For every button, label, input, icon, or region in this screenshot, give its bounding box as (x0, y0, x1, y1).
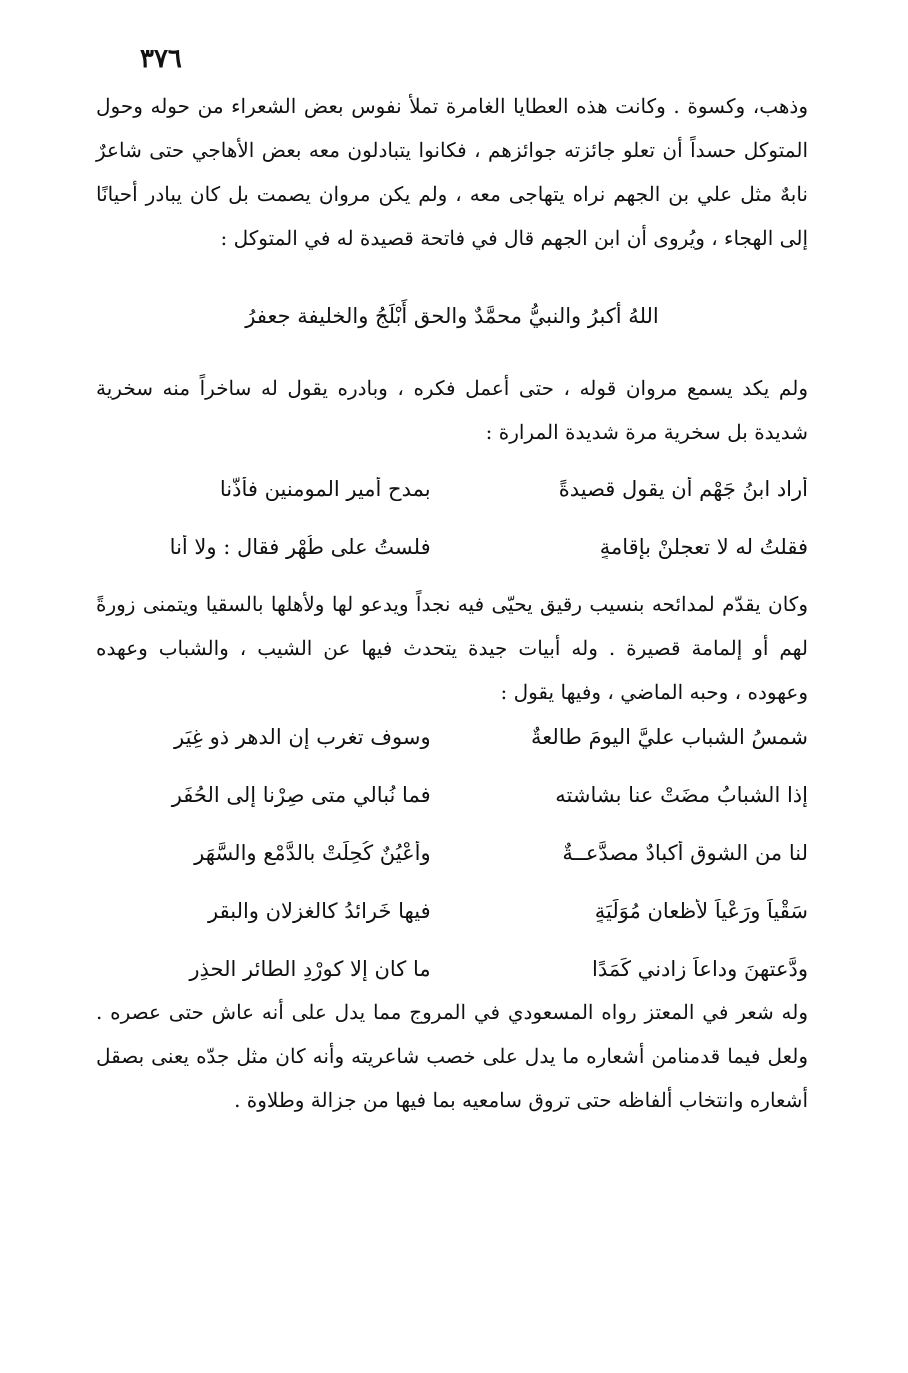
verse-line (96, 766, 808, 824)
page-number: ٣٧٦ (140, 44, 182, 74)
paragraph-closing: وله شعر في المعتز رواه المسعودي في المروج مما يدل على أنه عاش حتى عصره . ولعل فيما قدمنامن أشعاره ما يدل على خصب شاعريته وأنه كان مثل جدّه يعنى بصقل أشعاره وانتخاب ألفاظه حتى تروق سامعيه بما فيها من جزالة وطلاوة . (96, 1000, 808, 1112)
hemistich-first: إذا الشبابُ مضَتْ عنا بشاشته (555, 783, 808, 807)
hemistich-second: بمدح أمير المومنين فأذَّنا (219, 477, 431, 501)
paragraph-response: ولم يكد يسمع مروان قوله ، حتى أعمل فكره ، وبادره يقول له ساخراً منه سخرية شديدة بل سخرية مرة شديدة المرارة : (96, 376, 808, 444)
verse-single: اللهُ أكبرُ والنبيُّ محمَّدٌ والحق أَبْلَجُ والخليفة جعفرُ (245, 304, 659, 328)
hemistich-first: أراد ابنُ جَهْمٍ أن يقول قصيدةً (558, 477, 808, 501)
hemistich-first: فقلتُ له لا تعجلنْ بإقامةٍ (599, 535, 808, 559)
verse-line (96, 460, 808, 518)
hemistich-second: فما نُبالي متى صِرْنا إلى الحُفَرِ (171, 783, 431, 807)
hemistich-second: فيها خَرائدُ كالغزلان والبقر (208, 899, 431, 923)
hemistich-second: وأَعْيُنٌ كُحِلَتْ بالدَّمْعِ والسَّهَرِ (194, 841, 431, 865)
hemistich-first: شمسُ الشباب عليَّ اليومَ طالعةٌ (531, 725, 808, 749)
verse-line (96, 882, 808, 940)
poem-satire (96, 460, 808, 576)
hemistich-first: لنا من الشوق أكبادٌ مصدَّعــةٌ (562, 841, 808, 865)
paragraph-intro: وذهب، وكسوة . وكانت هذه العطايا الغامرة تملأ نفوس بعض الشعراء من حوله وحول المتوكل حسداً أن تعلو جائزته جوائزهم ، فكانوا يتبادلون معه بعض الأهاجي حتى شاعرٌ نابهٌ مثل علي بن الجهم نراه يتهاجى معه ، ولم يكن مروان يصمت بل كان يبادر أحيانًا إلى الهجاء ، ويُروى أن ابن الجهم قال في فاتحة قصيدة له في المتوكل : (96, 94, 808, 250)
hemistich-second: فلستُ على طُهْرٍ فقال : ولا أنا (169, 535, 431, 559)
hemistich-second: وسوف تغرب إن الدهر ذو غِيَرِ (173, 725, 431, 749)
verse-line (96, 518, 808, 576)
hemistich-first: سَقْياً ورَعْياً لأظعانٍ مُوَلِّيَةٍ (594, 899, 808, 923)
poem-youth (96, 708, 808, 998)
hemistich-second: ما كان إلا كوِرْدِ الطائر الحذِرِ (189, 957, 431, 981)
hemistich-first: ودَّعتهنَ وداعاً زادني كَمَدًا (592, 957, 808, 981)
paragraph-nasib: وكان يقدّم لمدائحه بنسيب رقيق يحيّى فيه نجداً ويدعو لها ولأهلها بالسقيا ويتمنى زورةً لهم أو إلمامة قصيرة . وله أبيات جيدة يتحدث فيها عن الشيب ، والشباب وعهده وعهوده ، وحبه الماضي ، وفيها يقول : (96, 592, 808, 704)
verse-line (96, 708, 808, 766)
verse-line (96, 824, 808, 882)
